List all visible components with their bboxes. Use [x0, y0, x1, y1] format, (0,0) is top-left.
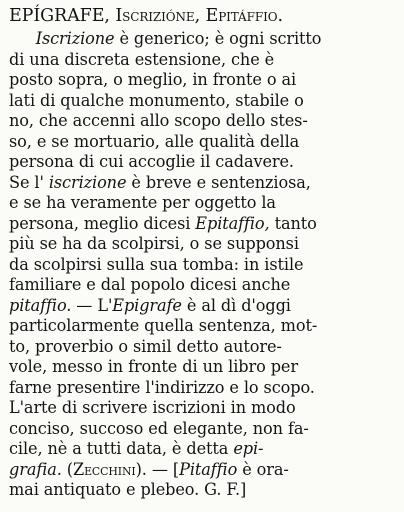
heading-term-iscrizione: Iscrizióne, — [115, 6, 201, 26]
italic-run: Pitaffio — [179, 459, 238, 479]
italic-run: grafia. — [9, 459, 62, 479]
italic-run: Epitaffio, — [195, 213, 270, 233]
text-run: — L' — [71, 295, 113, 315]
text-run: più se ha da scolpirsi, o se supponsi — [9, 234, 299, 253]
text-line — [9, 460, 393, 481]
dictionary-entry — [9, 3, 397, 501]
text-run: cile, nè a tutti data, è detta — [9, 439, 234, 458]
text-run: di una discreta estensione, che è — [9, 49, 275, 69]
text-run: so, e se mortuario, alle qualità della — [9, 131, 300, 151]
text-line — [9, 91, 393, 112]
text-line — [9, 337, 393, 358]
heading-term-epitaffio: Epitáffio. — [205, 6, 283, 26]
text-run: posto sopra, o meglio, in fronte o ai — [9, 70, 297, 89]
text-run: Se l' — [9, 172, 49, 192]
text-line — [9, 480, 393, 501]
text-line — [9, 70, 393, 91]
text-run: e se ha veramente per oggetto la — [9, 193, 276, 212]
text-line — [9, 152, 393, 173]
heading-term-epigrafe: EPÍGRAFE, — [9, 6, 110, 26]
text-line — [9, 50, 393, 71]
text-run: lati di qualche monumento, stabile o — [9, 90, 304, 110]
text-line — [9, 132, 393, 153]
italic-run: Epigrafe — [112, 295, 182, 315]
text-run: è breve e sentenziosa, — [126, 172, 311, 192]
text-line — [9, 29, 393, 50]
text-run: persona di cui accoglie il cadavere. — [9, 152, 294, 171]
text-run: persona, meglio dicesi — [9, 213, 196, 233]
text-run: no, che accenni allo scopo dello stes- — [9, 111, 308, 130]
text-line — [9, 275, 393, 296]
text-line — [9, 316, 393, 337]
text-line — [9, 234, 393, 255]
text-line — [9, 111, 393, 132]
text-line — [9, 439, 393, 460]
text-line — [9, 255, 393, 276]
text-run: da scolpirsi sulla sua tomba: in istile — [9, 254, 304, 274]
text-line — [9, 193, 393, 214]
italic-run: pitaffio. — [9, 295, 72, 315]
text-line — [9, 378, 393, 399]
text-run: mai antiquato e plebeo. G. F.] — [9, 480, 247, 499]
text-run: — [ — [146, 459, 180, 479]
text-run: è generico; è ogni scritto — [114, 29, 322, 48]
text-run: vole, messo in fronte di un libro per — [9, 357, 298, 376]
italic-run: epi- — [233, 439, 264, 458]
text-line — [9, 296, 393, 317]
italic-run: Iscrizione — [35, 29, 115, 48]
text-run: conciso, succoso ed elegante, non fa- — [9, 418, 309, 438]
text-line — [9, 214, 393, 235]
text-line — [9, 398, 393, 419]
text-run: è al dì d'oggi — [181, 295, 291, 315]
text-run: to, proverbio o simil detto autore- — [9, 336, 282, 356]
text-run: L'arte di scrivere iscrizioni in modo — [9, 398, 296, 417]
italic-run: iscrizione — [48, 172, 127, 192]
text-run: particolarmente quella sentenza, mot- — [9, 316, 318, 335]
text-run: (Zecchini). — [61, 459, 147, 479]
text-line — [9, 357, 393, 378]
text-run: farne presentire l'indirizzo e lo scopo. — [9, 377, 315, 397]
text-line — [9, 173, 393, 194]
text-run: tanto — [269, 213, 317, 233]
text-run: è ora- — [237, 459, 289, 479]
entry-body — [9, 29, 397, 501]
entry-heading — [9, 3, 397, 29]
text-run: familiare e dal popolo dicesi anche — [9, 275, 291, 294]
text-line — [9, 419, 393, 440]
